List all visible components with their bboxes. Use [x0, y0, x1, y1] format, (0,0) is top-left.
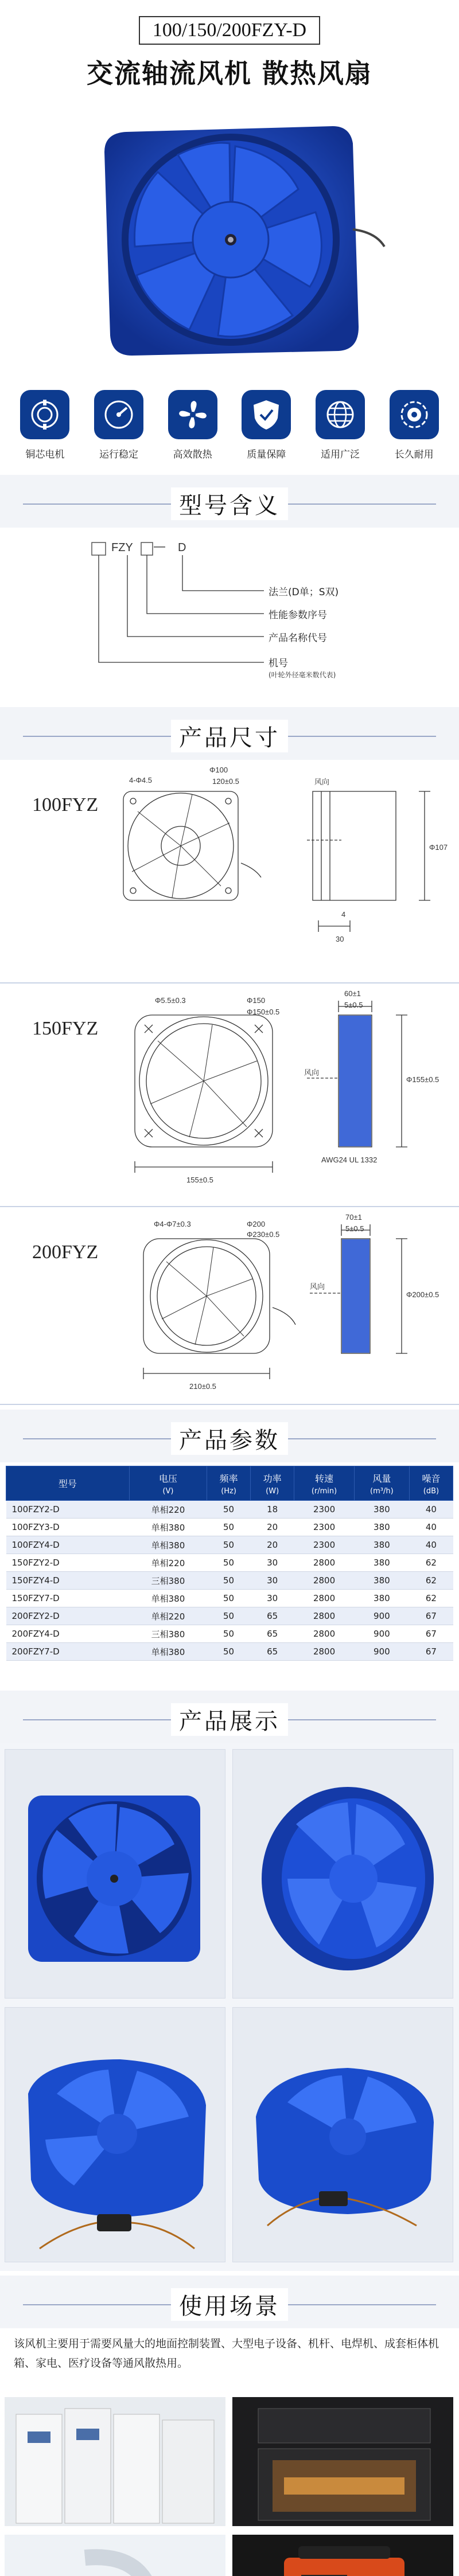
table-cell: 40 [409, 1536, 453, 1554]
table-cell: 三相380 [129, 1572, 207, 1590]
scene-medical [5, 2535, 225, 2576]
drawing-100 [0, 760, 459, 983]
usage-scenes [0, 2397, 459, 2576]
table-cell: 50 [207, 1643, 251, 1661]
table-cell: 18 [251, 1501, 294, 1519]
section-header-show [0, 1686, 459, 1743]
section-title: 产品参数 [171, 1422, 288, 1455]
section-header-scenes [0, 2271, 459, 2328]
table-cell: 62 [409, 1554, 453, 1572]
dim-hole: Φ4-Φ7±0.3 [154, 1220, 191, 1228]
product-title: 交流轴流风机 散热风扇 [86, 58, 372, 89]
table-cell: 150FZY4-D [6, 1572, 130, 1590]
table-cell: 380 [354, 1554, 409, 1572]
table-cell: 62 [409, 1590, 453, 1607]
dim-height: Φ155±0.5 [406, 1075, 439, 1084]
dim-hole: 4-Φ4.5 [129, 776, 153, 784]
wind-direction: 风向 [304, 1068, 320, 1077]
table-cell: 单相220 [129, 1554, 207, 1572]
table-cell: 50 [207, 1519, 251, 1536]
dim-hole: Φ5.5±0.3 [155, 996, 186, 1005]
table-cell: 2800 [294, 1643, 355, 1661]
table-cell: 67 [409, 1625, 453, 1643]
table-cell: 20 [251, 1536, 294, 1554]
meaning-machine-no: 机号 [269, 658, 288, 669]
dim-bottom: 155±0.5 [186, 1176, 213, 1184]
table-cell: 65 [251, 1607, 294, 1625]
dim-fan: Φ200 [247, 1220, 266, 1228]
feature-label: 质量保障 [247, 449, 286, 460]
gauge-icon [94, 390, 143, 439]
dim-frame: Φ150±0.5 [247, 1008, 280, 1016]
table-cell: 2800 [294, 1590, 355, 1607]
size-block-100 [0, 760, 459, 983]
feature-label: 铜芯电机 [25, 449, 65, 460]
model-number: 100/150/200FZY-D [139, 16, 320, 45]
table-cell: 单相380 [129, 1536, 207, 1554]
dim-frame: Φ230±0.5 [247, 1230, 280, 1239]
dim-fan: Φ150 [247, 996, 266, 1005]
durable-icon [390, 390, 439, 439]
table-cell: 40 [409, 1501, 453, 1519]
feature-item [383, 390, 446, 460]
feature-item [13, 390, 76, 460]
table-cell: 100FZY2-D [6, 1501, 130, 1519]
table-cell: 单相220 [129, 1501, 207, 1519]
dim-flange: 5±0.5 [345, 1224, 364, 1233]
table-cell: 50 [207, 1607, 251, 1625]
table-cell: 单相220 [129, 1607, 207, 1625]
usage-description: 该风机主要用于需要风量大的地面控制装置、大型电子设备、机杆、电焊机、成套柜体机箱、家电、医疗设备等通风散热用。 [14, 2337, 439, 2370]
table-cell: 单相380 [129, 1643, 207, 1661]
table-cell: 200FZY7-D [6, 1643, 130, 1661]
wire-spec: AWG24 UL 1332 [321, 1156, 378, 1164]
feature-row [0, 378, 459, 470]
table-cell: 150FZY2-D [6, 1554, 130, 1572]
dim-fan: Φ100 [209, 766, 228, 774]
dim-flange: 5±0.5 [344, 1001, 363, 1009]
table-cell: 30 [251, 1590, 294, 1607]
table-cell: 380 [354, 1590, 409, 1607]
feature-label: 适用广泛 [320, 449, 360, 460]
table-row [6, 1501, 453, 1519]
table-cell: 2800 [294, 1554, 355, 1572]
size-label: 100FYZ [32, 794, 99, 815]
column-header: 频率 (Hz) [207, 1466, 251, 1501]
product-photo-angle [232, 1749, 453, 1999]
params-table [6, 1466, 453, 1661]
table-cell: 2800 [294, 1625, 355, 1643]
section-header-meaning [0, 470, 459, 528]
section-title: 产品展示 [171, 1703, 288, 1736]
table-cell: 67 [409, 1607, 453, 1625]
meaning-machine-no-note: (叶轮外径毫米数代表) [269, 671, 336, 679]
size-block-150 [0, 983, 459, 1207]
dim-depth: 60±1 [344, 989, 361, 998]
size-label: 150FYZ [32, 1018, 99, 1039]
table-cell: 65 [251, 1625, 294, 1643]
drawing-200 [0, 1207, 459, 1405]
feature-label: 运行稳定 [99, 449, 138, 460]
table-cell: 62 [409, 1572, 453, 1590]
dim-depth: 30 [336, 935, 344, 943]
table-cell: 50 [207, 1590, 251, 1607]
table-cell: 2300 [294, 1501, 355, 1519]
product-photo-front [5, 1749, 225, 1999]
model-meaning-diagram [0, 528, 459, 702]
dim-frame: 120±0.5 [212, 777, 239, 786]
meaning-lines [0, 528, 459, 702]
section-header-params [0, 1405, 459, 1462]
dim-height: Φ200±0.5 [406, 1290, 439, 1299]
table-cell: 50 [207, 1554, 251, 1572]
size-block-200 [0, 1207, 459, 1405]
table-cell: 100FZY3-D [6, 1519, 130, 1536]
table-cell: 50 [207, 1572, 251, 1590]
table-cell: 2300 [294, 1519, 355, 1536]
table-cell: 900 [354, 1607, 409, 1625]
code-d: D [178, 541, 186, 554]
column-header: 功率 (W) [251, 1466, 294, 1501]
hero-fan-image [63, 115, 396, 367]
table-cell: 50 [207, 1536, 251, 1554]
table-cell: 2800 [294, 1607, 355, 1625]
dim-depth: 70±1 [345, 1213, 362, 1221]
scene-welder [232, 2535, 453, 2576]
table-row [6, 1607, 453, 1625]
column-header: 转速 (r/min) [294, 1466, 355, 1501]
table-cell: 200FZY2-D [6, 1607, 130, 1625]
table-cell: 30 [251, 1554, 294, 1572]
table-cell: 65 [251, 1643, 294, 1661]
hero-section [0, 0, 459, 378]
params-table-body [6, 1501, 453, 1661]
column-header: 电压 (V) [129, 1466, 207, 1501]
dim-height: Φ107 [429, 843, 448, 852]
feature-item [235, 390, 298, 460]
globe-icon [316, 390, 365, 439]
wind-direction: 风向 [310, 1282, 325, 1291]
section-title: 产品尺寸 [171, 720, 288, 752]
table-cell: 900 [354, 1625, 409, 1643]
table-cell: 380 [354, 1536, 409, 1554]
table-cell: 单相380 [129, 1590, 207, 1607]
table-cell: 单相380 [129, 1519, 207, 1536]
column-header: 噪音 (dB) [409, 1466, 453, 1501]
dim-depth-small: 4 [341, 910, 346, 919]
section-title: 使用场景 [171, 2288, 288, 2321]
table-cell: 67 [409, 1643, 453, 1661]
table-row [6, 1519, 453, 1536]
table-cell: 900 [354, 1643, 409, 1661]
table-cell: 100FZY4-D [6, 1536, 130, 1554]
feature-label: 高效散热 [173, 449, 212, 460]
table-cell: 三相380 [129, 1625, 207, 1643]
product-showcase [0, 1743, 459, 2271]
meaning-performance: 性能参数序号 [269, 610, 327, 621]
section-title: 型号含义 [171, 487, 288, 520]
table-row [6, 1554, 453, 1572]
feature-item [161, 390, 224, 460]
table-row [6, 1590, 453, 1607]
wind-direction: 风向 [314, 778, 330, 786]
table-row [6, 1643, 453, 1661]
dim-bottom: 210±0.5 [189, 1382, 216, 1391]
table-cell: 50 [207, 1625, 251, 1643]
product-photo-back [232, 2007, 453, 2262]
table-cell: 2300 [294, 1536, 355, 1554]
motor-icon [20, 390, 69, 439]
table-cell: 2800 [294, 1572, 355, 1590]
table-cell: 380 [354, 1501, 409, 1519]
feature-item [87, 390, 150, 460]
column-header: 型号 [6, 1466, 130, 1501]
params-section [0, 1462, 459, 1686]
table-cell: 40 [409, 1519, 453, 1536]
drawing-150 [0, 983, 459, 1207]
scene-oven [232, 2397, 453, 2526]
meaning-product-code: 产品名称代号 [269, 633, 327, 644]
table-cell: 150FZY7-D [6, 1590, 130, 1607]
feature-item [309, 390, 372, 460]
fan-icon [168, 390, 217, 439]
table-header-row [6, 1466, 453, 1501]
table-cell: 380 [354, 1519, 409, 1536]
product-photo-side [5, 2007, 225, 2262]
scene-control-cabinet [5, 2397, 225, 2526]
code-fzy: FZY [111, 541, 133, 554]
code-dash: — [154, 540, 165, 553]
meaning-flange: 法兰(D单；S双) [269, 587, 339, 598]
section-header-size [0, 702, 459, 760]
shield-icon [242, 390, 291, 439]
table-row [6, 1572, 453, 1590]
table-cell: 30 [251, 1572, 294, 1590]
table-cell: 380 [354, 1572, 409, 1590]
table-row [6, 1536, 453, 1554]
size-label: 200FYZ [32, 1242, 99, 1263]
column-header: 风量 (m³/h) [354, 1466, 409, 1501]
feature-label: 长久耐用 [394, 449, 434, 460]
table-cell: 50 [207, 1501, 251, 1519]
table-cell: 20 [251, 1519, 294, 1536]
table-row [6, 1625, 453, 1643]
table-cell: 200FZY4-D [6, 1625, 130, 1643]
